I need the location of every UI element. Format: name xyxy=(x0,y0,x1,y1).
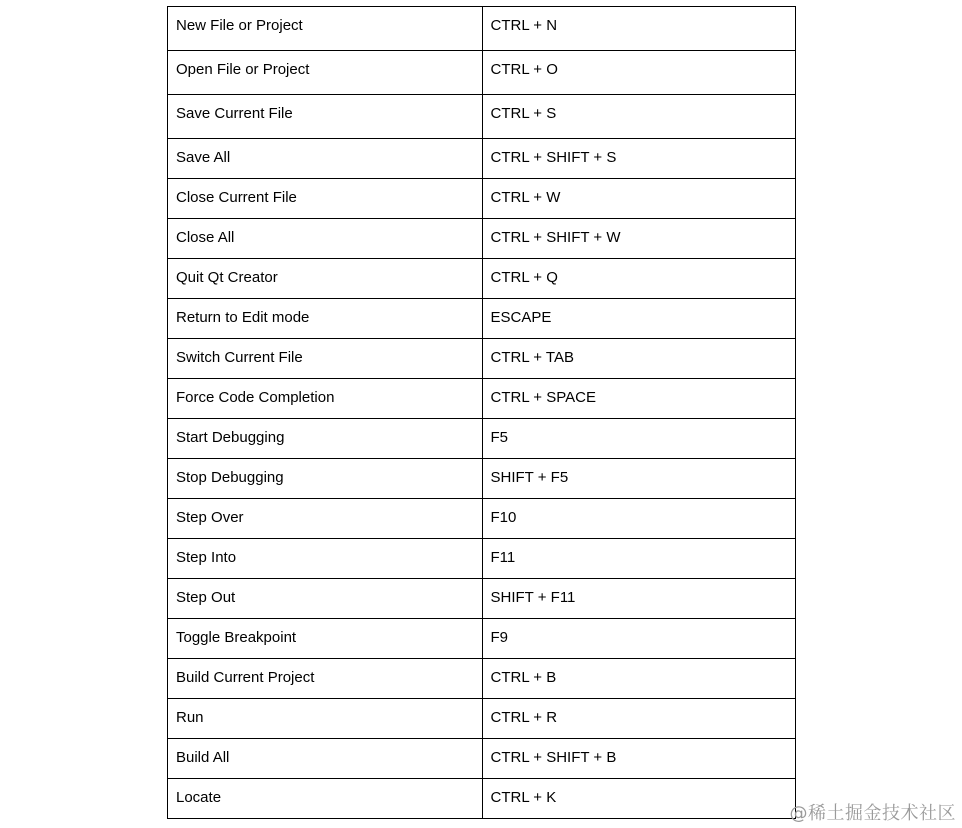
shortcut-action: Step Out xyxy=(168,579,483,619)
shortcut-action: Stop Debugging xyxy=(168,459,483,499)
shortcut-keys: CTRL + B xyxy=(482,659,796,699)
shortcut-table xyxy=(167,6,796,819)
table-row xyxy=(168,379,796,419)
watermark: @稀土掘金技术社区 xyxy=(789,803,956,824)
table-row xyxy=(168,659,796,699)
table-row xyxy=(168,51,796,95)
table-row xyxy=(168,779,796,819)
shortcut-action: Step Over xyxy=(168,499,483,539)
table-row xyxy=(168,499,796,539)
shortcut-action: Return to Edit mode xyxy=(168,299,483,339)
shortcut-keys: CTRL + SHIFT + B xyxy=(482,739,796,779)
shortcut-action: Step Into xyxy=(168,539,483,579)
shortcut-keys: CTRL + W xyxy=(482,179,796,219)
table-row xyxy=(168,619,796,659)
shortcut-action: Toggle Breakpoint xyxy=(168,619,483,659)
table-row xyxy=(168,419,796,459)
shortcut-keys: SHIFT + F5 xyxy=(482,459,796,499)
shortcut-keys: CTRL + K xyxy=(482,779,796,819)
shortcut-keys: CTRL + Q xyxy=(482,259,796,299)
shortcut-action: Switch Current File xyxy=(168,339,483,379)
shortcut-keys: CTRL + SPACE xyxy=(482,379,796,419)
table-row xyxy=(168,259,796,299)
shortcut-keys: CTRL + TAB xyxy=(482,339,796,379)
table-row xyxy=(168,299,796,339)
shortcut-action: Build All xyxy=(168,739,483,779)
table-row xyxy=(168,699,796,739)
shortcut-keys: CTRL + R xyxy=(482,699,796,739)
shortcut-action: Save Current File xyxy=(168,95,483,139)
shortcut-keys: F9 xyxy=(482,619,796,659)
table-row xyxy=(168,539,796,579)
shortcut-action: Locate xyxy=(168,779,483,819)
shortcut-keys: CTRL + S xyxy=(482,95,796,139)
shortcut-action: Quit Qt Creator xyxy=(168,259,483,299)
table-row xyxy=(168,339,796,379)
shortcut-keys: SHIFT + F11 xyxy=(482,579,796,619)
table-row xyxy=(168,7,796,51)
shortcut-keys: F11 xyxy=(482,539,796,579)
shortcut-keys: CTRL + SHIFT + W xyxy=(482,219,796,259)
shortcut-action: New File or Project xyxy=(168,7,483,51)
table-row xyxy=(168,139,796,179)
shortcut-keys: CTRL + O xyxy=(482,51,796,95)
shortcut-action: Force Code Completion xyxy=(168,379,483,419)
shortcut-action: Open File or Project xyxy=(168,51,483,95)
shortcut-action: Start Debugging xyxy=(168,419,483,459)
table-row xyxy=(168,739,796,779)
shortcut-keys: F10 xyxy=(482,499,796,539)
table-row xyxy=(168,219,796,259)
shortcut-action: Save All xyxy=(168,139,483,179)
table-row xyxy=(168,179,796,219)
table-row xyxy=(168,459,796,499)
table-row xyxy=(168,579,796,619)
shortcut-keys: ESCAPE xyxy=(482,299,796,339)
shortcut-action: Close All xyxy=(168,219,483,259)
shortcut-action: Build Current Project xyxy=(168,659,483,699)
table-row xyxy=(168,95,796,139)
shortcut-action: Close Current File xyxy=(168,179,483,219)
shortcut-keys: F5 xyxy=(482,419,796,459)
shortcut-keys: CTRL + SHIFT + S xyxy=(482,139,796,179)
shortcut-action: Run xyxy=(168,699,483,739)
shortcut-keys: CTRL + N xyxy=(482,7,796,51)
